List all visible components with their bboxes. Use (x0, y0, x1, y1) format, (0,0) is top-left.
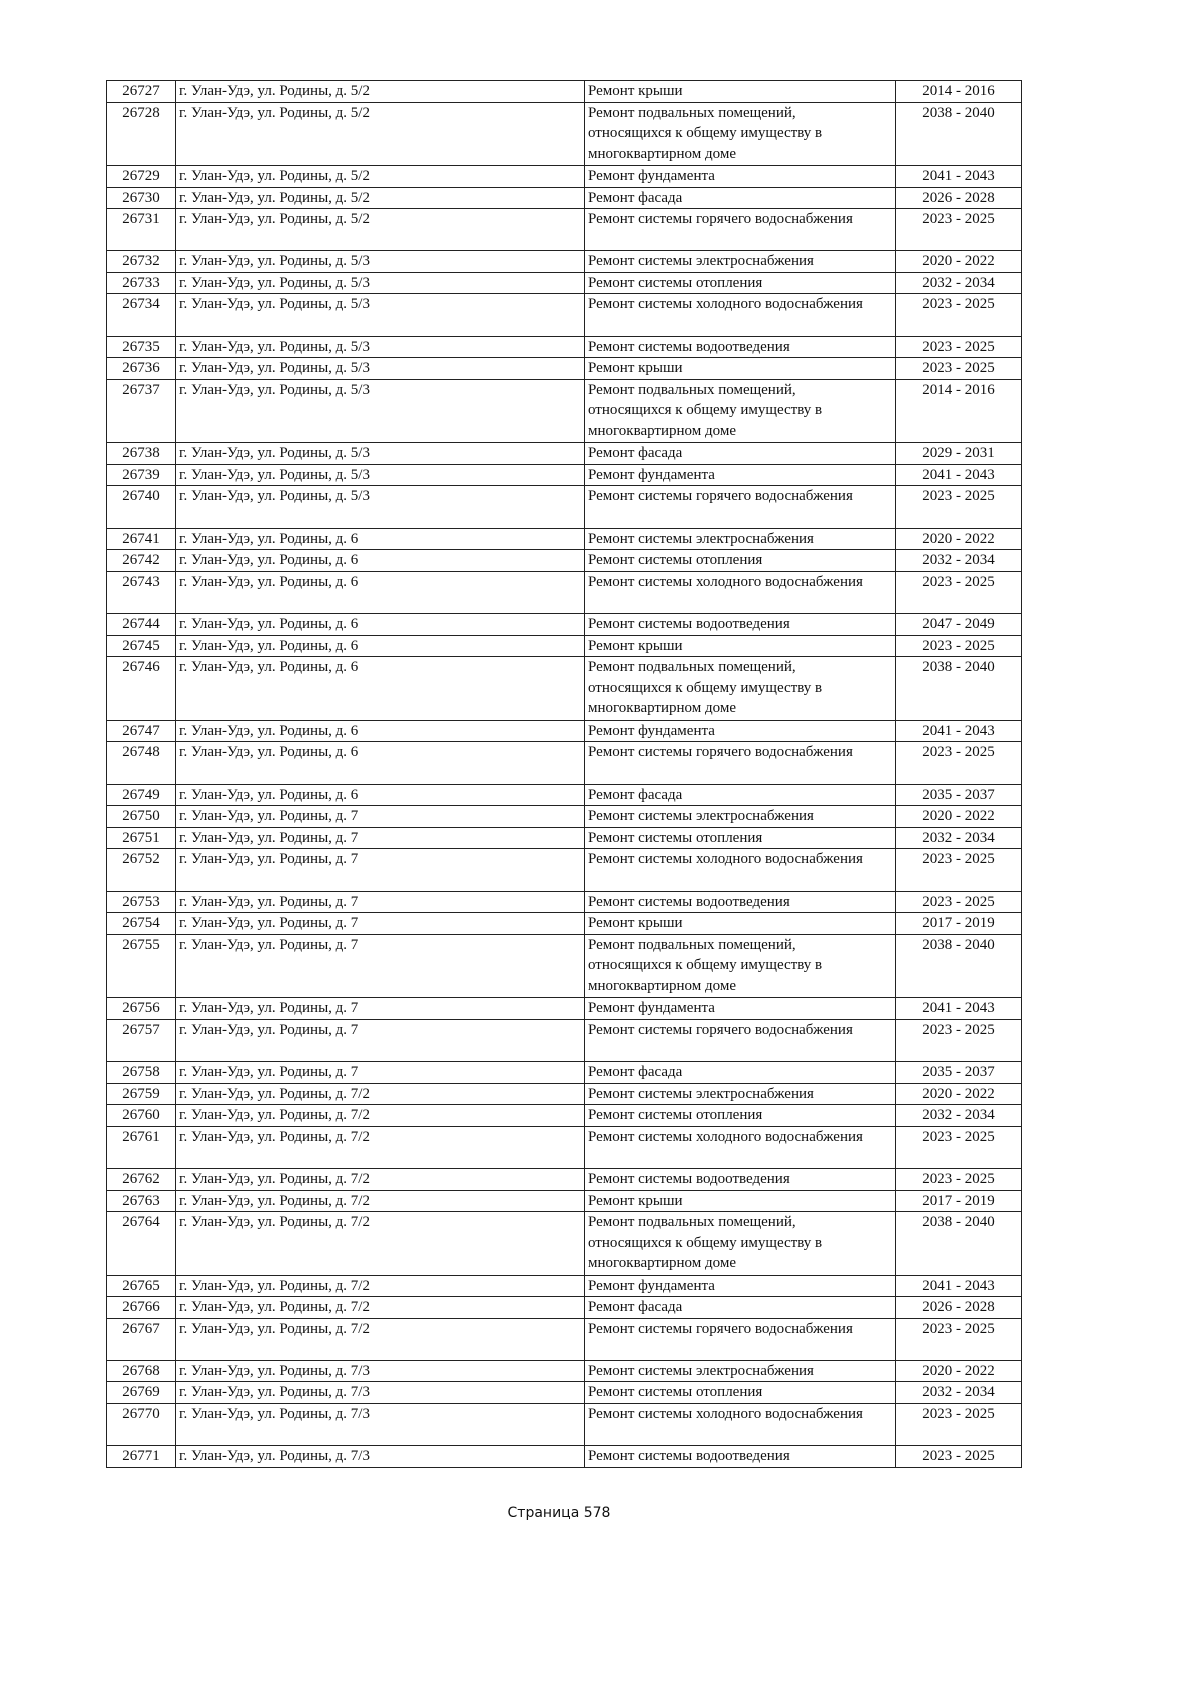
address-cell: г. Улан-Удэ, ул. Родины, д. 7/3 (176, 1403, 585, 1445)
row-number: 26764 (107, 1212, 176, 1276)
table-row (107, 1318, 1022, 1360)
address-cell: г. Улан-Удэ, ул. Родины, д. 5/2 (176, 166, 585, 188)
repair-schedule-table (106, 80, 1022, 1468)
table-row (107, 209, 1022, 251)
period-cell: 2017 - 2019 (896, 1190, 1022, 1212)
address-cell: г. Улан-Удэ, ул. Родины, д. 5/3 (176, 443, 585, 465)
row-number: 26754 (107, 913, 176, 935)
period-cell: 2023 - 2025 (896, 1169, 1022, 1191)
work-type-cell: Ремонт системы электроснабжения (585, 251, 896, 273)
address-cell: г. Улан-Удэ, ул. Родины, д. 7/3 (176, 1382, 585, 1404)
address-cell: г. Улан-Удэ, ул. Родины, д. 5/3 (176, 251, 585, 273)
row-number: 26727 (107, 81, 176, 103)
address-cell: г. Улан-Удэ, ул. Родины, д. 5/3 (176, 464, 585, 486)
table-row (107, 891, 1022, 913)
row-number: 26765 (107, 1275, 176, 1297)
address-cell: г. Улан-Удэ, ул. Родины, д. 7 (176, 998, 585, 1020)
address-cell: г. Улан-Удэ, ул. Родины, д. 7 (176, 806, 585, 828)
address-cell: г. Улан-Удэ, ул. Родины, д. 6 (176, 657, 585, 721)
table-row (107, 294, 1022, 336)
address-cell: г. Улан-Удэ, ул. Родины, д. 7/2 (176, 1212, 585, 1276)
row-number: 26737 (107, 379, 176, 443)
work-type-cell: Ремонт крыши (585, 913, 896, 935)
work-type-cell: Ремонт подвальных помещений, относящихся к общему имуществу в многоквартирном доме (585, 657, 896, 721)
table-row (107, 849, 1022, 891)
address-cell: г. Улан-Удэ, ул. Родины, д. 5/3 (176, 272, 585, 294)
row-number: 26740 (107, 486, 176, 528)
work-type-cell: Ремонт системы электроснабжения (585, 1083, 896, 1105)
table-row (107, 913, 1022, 935)
table-row (107, 1126, 1022, 1168)
table-row (107, 486, 1022, 528)
work-type-cell: Ремонт фасада (585, 443, 896, 465)
row-number: 26758 (107, 1062, 176, 1084)
period-cell: 2023 - 2025 (896, 742, 1022, 784)
work-type-cell: Ремонт системы холодного водоснабжения (585, 294, 896, 336)
period-cell: 2041 - 2043 (896, 720, 1022, 742)
row-number: 26771 (107, 1446, 176, 1468)
period-cell: 2032 - 2034 (896, 827, 1022, 849)
table-row (107, 998, 1022, 1020)
work-type-cell: Ремонт системы горячего водоснабжения (585, 742, 896, 784)
period-cell: 2023 - 2025 (896, 294, 1022, 336)
row-number: 26746 (107, 657, 176, 721)
table-row (107, 336, 1022, 358)
row-number: 26733 (107, 272, 176, 294)
period-cell: 2014 - 2016 (896, 81, 1022, 103)
address-cell: г. Улан-Удэ, ул. Родины, д. 7/2 (176, 1318, 585, 1360)
row-number: 26729 (107, 166, 176, 188)
work-type-cell: Ремонт системы холодного водоснабжения (585, 849, 896, 891)
table-body (107, 81, 1022, 1468)
work-type-cell: Ремонт системы отопления (585, 1105, 896, 1127)
row-number: 26760 (107, 1105, 176, 1127)
row-number: 26728 (107, 102, 176, 166)
row-number: 26756 (107, 998, 176, 1020)
address-cell: г. Улан-Удэ, ул. Родины, д. 7/2 (176, 1105, 585, 1127)
table-row (107, 1083, 1022, 1105)
work-type-cell: Ремонт системы горячего водоснабжения (585, 209, 896, 251)
table-row (107, 1019, 1022, 1061)
work-type-cell: Ремонт фундамента (585, 720, 896, 742)
table-row (107, 1212, 1022, 1276)
period-cell: 2020 - 2022 (896, 806, 1022, 828)
work-type-cell: Ремонт фасада (585, 1297, 896, 1319)
address-cell: г. Улан-Удэ, ул. Родины, д. 6 (176, 571, 585, 613)
row-number: 26763 (107, 1190, 176, 1212)
address-cell: г. Улан-Удэ, ул. Родины, д. 7 (176, 827, 585, 849)
table-row (107, 1062, 1022, 1084)
work-type-cell: Ремонт фундамента (585, 166, 896, 188)
table-row (107, 251, 1022, 273)
table-row (107, 443, 1022, 465)
table-row (107, 806, 1022, 828)
work-type-cell: Ремонт фасада (585, 784, 896, 806)
address-cell: г. Улан-Удэ, ул. Родины, д. 5/2 (176, 187, 585, 209)
period-cell: 2023 - 2025 (896, 635, 1022, 657)
period-cell: 2023 - 2025 (896, 486, 1022, 528)
period-cell: 2029 - 2031 (896, 443, 1022, 465)
work-type-cell: Ремонт системы горячего водоснабжения (585, 1318, 896, 1360)
row-number: 26745 (107, 635, 176, 657)
work-type-cell: Ремонт системы горячего водоснабжения (585, 1019, 896, 1061)
row-number: 26734 (107, 294, 176, 336)
work-type-cell: Ремонт системы отопления (585, 827, 896, 849)
row-number: 26752 (107, 849, 176, 891)
period-cell: 2023 - 2025 (896, 1019, 1022, 1061)
row-number: 26751 (107, 827, 176, 849)
table-row (107, 1275, 1022, 1297)
work-type-cell: Ремонт подвальных помещений, относящихся к общему имуществу в многоквартирном доме (585, 1212, 896, 1276)
row-number: 26732 (107, 251, 176, 273)
address-cell: г. Улан-Удэ, ул. Родины, д. 5/3 (176, 294, 585, 336)
address-cell: г. Улан-Удэ, ул. Родины, д. 6 (176, 720, 585, 742)
period-cell: 2038 - 2040 (896, 657, 1022, 721)
period-cell: 2026 - 2028 (896, 187, 1022, 209)
period-cell: 2035 - 2037 (896, 1062, 1022, 1084)
period-cell: 2032 - 2034 (896, 550, 1022, 572)
work-type-cell: Ремонт фундамента (585, 464, 896, 486)
work-type-cell: Ремонт фасада (585, 187, 896, 209)
period-cell: 2017 - 2019 (896, 913, 1022, 935)
period-cell: 2041 - 2043 (896, 464, 1022, 486)
address-cell: г. Улан-Удэ, ул. Родины, д. 5/2 (176, 81, 585, 103)
address-cell: г. Улан-Удэ, ул. Родины, д. 6 (176, 784, 585, 806)
table-row (107, 187, 1022, 209)
address-cell: г. Улан-Удэ, ул. Родины, д. 6 (176, 528, 585, 550)
table-row (107, 1360, 1022, 1382)
table-row (107, 635, 1022, 657)
work-type-cell: Ремонт системы водоотведения (585, 336, 896, 358)
work-type-cell: Ремонт системы отопления (585, 272, 896, 294)
table-row (107, 379, 1022, 443)
period-cell: 2038 - 2040 (896, 934, 1022, 998)
period-cell: 2023 - 2025 (896, 1446, 1022, 1468)
period-cell: 2032 - 2034 (896, 272, 1022, 294)
table-row (107, 358, 1022, 380)
work-type-cell: Ремонт системы электроснабжения (585, 528, 896, 550)
work-type-cell: Ремонт системы отопления (585, 1382, 896, 1404)
period-cell: 2020 - 2022 (896, 528, 1022, 550)
period-cell: 2020 - 2022 (896, 1083, 1022, 1105)
table-row (107, 81, 1022, 103)
period-cell: 2032 - 2034 (896, 1382, 1022, 1404)
row-number: 26759 (107, 1083, 176, 1105)
address-cell: г. Улан-Удэ, ул. Родины, д. 5/3 (176, 358, 585, 380)
row-number: 26739 (107, 464, 176, 486)
table-row (107, 1169, 1022, 1191)
address-cell: г. Улан-Удэ, ул. Родины, д. 6 (176, 635, 585, 657)
address-cell: г. Улан-Удэ, ул. Родины, д. 7 (176, 1062, 585, 1084)
period-cell: 2038 - 2040 (896, 1212, 1022, 1276)
period-cell: 2023 - 2025 (896, 571, 1022, 613)
period-cell: 2047 - 2049 (896, 614, 1022, 636)
row-number: 26730 (107, 187, 176, 209)
address-cell: г. Улан-Удэ, ул. Родины, д. 7/2 (176, 1126, 585, 1168)
row-number: 26766 (107, 1297, 176, 1319)
work-type-cell: Ремонт системы холодного водоснабжения (585, 1126, 896, 1168)
row-number: 26757 (107, 1019, 176, 1061)
work-type-cell: Ремонт фасада (585, 1062, 896, 1084)
work-type-cell: Ремонт системы водоотведения (585, 1446, 896, 1468)
work-type-cell: Ремонт системы холодного водоснабжения (585, 571, 896, 613)
row-number: 26736 (107, 358, 176, 380)
work-type-cell: Ремонт системы водоотведения (585, 614, 896, 636)
work-type-cell: Ремонт системы водоотведения (585, 1169, 896, 1191)
row-number: 26750 (107, 806, 176, 828)
work-type-cell: Ремонт подвальных помещений, относящихся к общему имуществу в многоквартирном доме (585, 102, 896, 166)
row-number: 26747 (107, 720, 176, 742)
table-row (107, 102, 1022, 166)
period-cell: 2023 - 2025 (896, 358, 1022, 380)
table-row (107, 934, 1022, 998)
table-row (107, 528, 1022, 550)
work-type-cell: Ремонт крыши (585, 81, 896, 103)
table-row (107, 1297, 1022, 1319)
work-type-cell: Ремонт фундамента (585, 998, 896, 1020)
work-type-cell: Ремонт крыши (585, 358, 896, 380)
work-type-cell: Ремонт крыши (585, 635, 896, 657)
address-cell: г. Улан-Удэ, ул. Родины, д. 7 (176, 849, 585, 891)
table-row (107, 784, 1022, 806)
period-cell: 2020 - 2022 (896, 1360, 1022, 1382)
row-number: 26735 (107, 336, 176, 358)
period-cell: 2023 - 2025 (896, 849, 1022, 891)
address-cell: г. Улан-Удэ, ул. Родины, д. 7/3 (176, 1360, 585, 1382)
work-type-cell: Ремонт системы горячего водоснабжения (585, 486, 896, 528)
table-row (107, 827, 1022, 849)
period-cell: 2023 - 2025 (896, 336, 1022, 358)
period-cell: 2041 - 2043 (896, 166, 1022, 188)
row-number: 26748 (107, 742, 176, 784)
table-row (107, 1382, 1022, 1404)
address-cell: г. Улан-Удэ, ул. Родины, д. 7/2 (176, 1169, 585, 1191)
row-number: 26744 (107, 614, 176, 636)
period-cell: 2014 - 2016 (896, 379, 1022, 443)
period-cell: 2023 - 2025 (896, 1318, 1022, 1360)
work-type-cell: Ремонт системы водоотведения (585, 891, 896, 913)
address-cell: г. Улан-Удэ, ул. Родины, д. 5/3 (176, 486, 585, 528)
address-cell: г. Улан-Удэ, ул. Родины, д. 6 (176, 742, 585, 784)
table-row (107, 1446, 1022, 1468)
table-row (107, 166, 1022, 188)
address-cell: г. Улан-Удэ, ул. Родины, д. 5/2 (176, 102, 585, 166)
period-cell: 2038 - 2040 (896, 102, 1022, 166)
row-number: 26738 (107, 443, 176, 465)
work-type-cell: Ремонт крыши (585, 1190, 896, 1212)
row-number: 26731 (107, 209, 176, 251)
row-number: 26767 (107, 1318, 176, 1360)
period-cell: 2023 - 2025 (896, 1403, 1022, 1445)
address-cell: г. Улан-Удэ, ул. Родины, д. 7/3 (176, 1446, 585, 1468)
address-cell: г. Улан-Удэ, ул. Родины, д. 7/2 (176, 1190, 585, 1212)
table-row (107, 550, 1022, 572)
page-number: Страница 578 (507, 1505, 611, 1521)
address-cell: г. Улан-Удэ, ул. Родины, д. 7/2 (176, 1275, 585, 1297)
period-cell: 2023 - 2025 (896, 891, 1022, 913)
row-number: 26762 (107, 1169, 176, 1191)
table-row (107, 1403, 1022, 1445)
address-cell: г. Улан-Удэ, ул. Родины, д. 6 (176, 550, 585, 572)
row-number: 26770 (107, 1403, 176, 1445)
address-cell: г. Улан-Удэ, ул. Родины, д. 6 (176, 614, 585, 636)
address-cell: г. Улан-Удэ, ул. Родины, д. 5/2 (176, 209, 585, 251)
period-cell: 2023 - 2025 (896, 209, 1022, 251)
work-type-cell: Ремонт подвальных помещений, относящихся к общему имуществу в многоквартирном доме (585, 379, 896, 443)
row-number: 26742 (107, 550, 176, 572)
work-type-cell: Ремонт системы холодного водоснабжения (585, 1403, 896, 1445)
row-number: 26768 (107, 1360, 176, 1382)
address-cell: г. Улан-Удэ, ул. Родины, д. 7 (176, 891, 585, 913)
period-cell: 2020 - 2022 (896, 251, 1022, 273)
work-type-cell: Ремонт подвальных помещений, относящихся к общему имуществу в многоквартирном доме (585, 934, 896, 998)
address-cell: г. Улан-Удэ, ул. Родины, д. 7/2 (176, 1297, 585, 1319)
period-cell: 2023 - 2025 (896, 1126, 1022, 1168)
work-type-cell: Ремонт системы электроснабжения (585, 1360, 896, 1382)
row-number: 26755 (107, 934, 176, 998)
row-number: 26741 (107, 528, 176, 550)
period-cell: 2041 - 2043 (896, 1275, 1022, 1297)
table-row (107, 464, 1022, 486)
table-row (107, 1190, 1022, 1212)
table-row (107, 720, 1022, 742)
table-row (107, 272, 1022, 294)
row-number: 26753 (107, 891, 176, 913)
period-cell: 2032 - 2034 (896, 1105, 1022, 1127)
table-row (107, 1105, 1022, 1127)
work-type-cell: Ремонт системы электроснабжения (585, 806, 896, 828)
address-cell: г. Улан-Удэ, ул. Родины, д. 7 (176, 1019, 585, 1061)
period-cell: 2035 - 2037 (896, 784, 1022, 806)
address-cell: г. Улан-Удэ, ул. Родины, д. 5/3 (176, 336, 585, 358)
row-number: 26743 (107, 571, 176, 613)
period-cell: 2041 - 2043 (896, 998, 1022, 1020)
table-row (107, 657, 1022, 721)
table-row (107, 742, 1022, 784)
address-cell: г. Улан-Удэ, ул. Родины, д. 7 (176, 934, 585, 998)
address-cell: г. Улан-Удэ, ул. Родины, д. 7/2 (176, 1083, 585, 1105)
work-type-cell: Ремонт системы отопления (585, 550, 896, 572)
address-cell: г. Улан-Удэ, ул. Родины, д. 5/3 (176, 379, 585, 443)
table-row (107, 571, 1022, 613)
table-row (107, 614, 1022, 636)
address-cell: г. Улан-Удэ, ул. Родины, д. 7 (176, 913, 585, 935)
work-type-cell: Ремонт фундамента (585, 1275, 896, 1297)
row-number: 26749 (107, 784, 176, 806)
row-number: 26761 (107, 1126, 176, 1168)
row-number: 26769 (107, 1382, 176, 1404)
period-cell: 2026 - 2028 (896, 1297, 1022, 1319)
